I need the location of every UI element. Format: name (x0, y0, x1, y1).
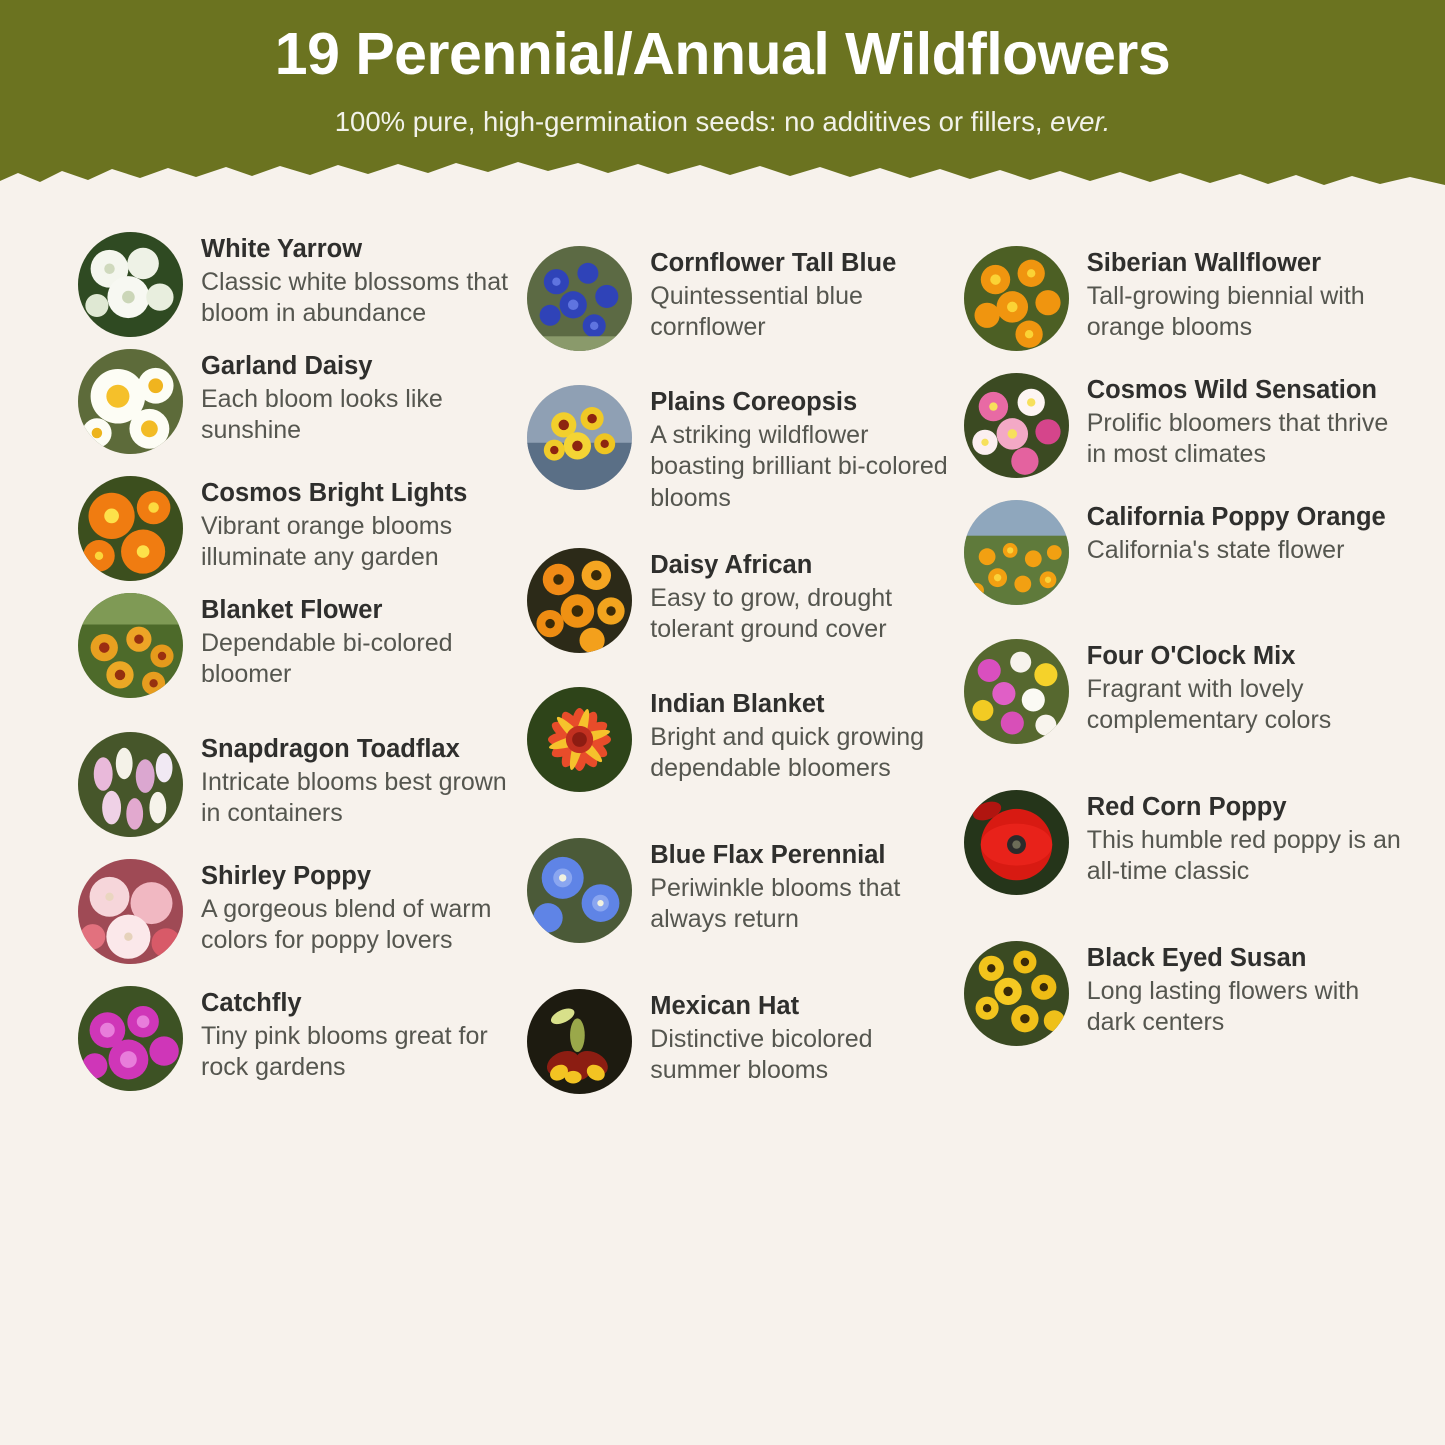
item-text (650, 838, 949, 936)
flower-name: Blue Flax Perennial (650, 840, 886, 869)
item-text (201, 349, 519, 447)
flower-name: Blanket Flower (201, 596, 383, 624)
indian-blanket-photo (527, 687, 632, 792)
catchfly-photo (78, 986, 183, 1091)
list-item (78, 986, 519, 1091)
header-banner (0, 0, 1445, 196)
column-2 (519, 232, 949, 1106)
red-corn-poppy-photo (964, 790, 1069, 895)
flower-description: Long lasting flowers with dark centers (1086, 977, 1360, 1037)
flower-description: Easy to grow, drought tolerant ground cover (650, 583, 893, 644)
flower-name: Snapdragon Toadflax (201, 735, 460, 763)
item-text (1087, 790, 1405, 888)
flower-name: Four O'Clock Mix (1086, 642, 1296, 670)
flower-name: California Poppy Orange (1086, 503, 1386, 531)
flower-description: California's state flower (1086, 536, 1345, 565)
siberian-wallflower-photo (964, 246, 1069, 351)
item-text (201, 986, 519, 1084)
garland-daisy-photo (78, 349, 183, 454)
flower-name: Daisy African (650, 550, 813, 579)
page-subtitle (0, 105, 1445, 138)
list-item (78, 732, 519, 837)
california-poppy-orange-photo (964, 500, 1069, 605)
flower-description: Tall-growing biennial with orange blooms (1086, 282, 1365, 342)
flower-description: Classic white blossoms that bloom in abundance (201, 268, 509, 328)
flower-description: Fragrant with lovely complementary colors (1086, 675, 1332, 735)
column-3 (950, 232, 1405, 1106)
flower-list (0, 196, 1445, 1106)
list-item (527, 548, 949, 653)
subtitle-emphasis: ever. (1050, 105, 1111, 137)
flower-name: Indian Blanket (650, 689, 825, 718)
list-item (964, 639, 1405, 744)
torn-paper-divider (0, 151, 1445, 196)
flower-name: Garland Daisy (201, 352, 373, 380)
item-text (201, 732, 519, 830)
list-item (527, 385, 949, 514)
flower-name: Shirley Poppy (201, 862, 372, 890)
subtitle-text: 100% pure, high-germination seeds: no additives or fillers, (334, 105, 1051, 137)
cornflower-tall-blue-photo (527, 246, 632, 351)
flower-description: Prolific bloomers that thrive in most climates (1086, 409, 1389, 469)
flower-description: Periwinkle blooms that always return (650, 873, 901, 934)
flower-name: Cosmos Bright Lights (201, 479, 468, 507)
black-eyed-susan-photo (964, 941, 1069, 1046)
item-text (1087, 639, 1405, 737)
list-item (78, 593, 519, 698)
item-text (1087, 373, 1405, 471)
white-yarrow-photo (78, 232, 183, 337)
list-item (527, 687, 949, 792)
plains-coreopsis-photo (527, 385, 632, 490)
mexican-hat-photo (527, 989, 632, 1094)
list-item (78, 476, 519, 581)
shirley-poppy-photo (78, 859, 183, 964)
list-item (78, 232, 519, 337)
flower-name: Mexican Hat (650, 991, 800, 1020)
flower-name: White Yarrow (201, 235, 363, 263)
page-title: 19 Perennial/Annual Wildflowers (274, 21, 1171, 87)
flower-description: Tiny pink blooms great for rock gardens (201, 1022, 488, 1082)
item-text (650, 687, 949, 785)
list-item (964, 790, 1405, 895)
list-item (527, 838, 949, 943)
item-text (650, 246, 949, 344)
list-item (527, 989, 949, 1094)
item-text (201, 232, 519, 330)
blue-flax-perennial-photo (527, 838, 632, 943)
cosmos-bright-lights-photo (78, 476, 183, 581)
list-item (78, 349, 519, 454)
flower-description: Each bloom looks like sunshine (201, 385, 443, 445)
flower-name: Red Corn Poppy (1086, 793, 1287, 821)
column-1 (40, 232, 519, 1106)
item-text (650, 548, 949, 646)
item-text (201, 476, 519, 574)
flower-name: Cosmos Wild Sensation (1086, 376, 1377, 404)
blanket-flower-photo (78, 593, 183, 698)
item-text (201, 859, 519, 957)
list-item (964, 500, 1405, 605)
flower-name: Catchfly (201, 989, 302, 1017)
item-text (650, 989, 949, 1087)
flower-description: Bright and quick growing dependable bloomers (650, 722, 925, 783)
flower-name: Black Eyed Susan (1086, 944, 1307, 972)
item-text (1087, 500, 1386, 566)
flower-name: Cornflower Tall Blue (650, 249, 897, 277)
item-text (1087, 941, 1405, 1039)
flower-description: Quintessential blue cornflower (650, 282, 863, 342)
snapdragon-toadflax-photo (78, 732, 183, 837)
item-text (201, 593, 519, 691)
flower-description: Intricate blooms best grown in containers (201, 768, 507, 828)
flower-description: A striking wildflower boasting brilliant bi-colored blooms (650, 421, 948, 512)
flower-description: Vibrant orange blooms illuminate any garden (201, 512, 453, 572)
flower-name: Plains Coreopsis (650, 388, 858, 416)
flower-description: A gorgeous blend of warm colors for poppy lovers (201, 895, 492, 955)
item-text (650, 385, 949, 514)
list-item (964, 246, 1405, 351)
list-item (964, 941, 1405, 1046)
item-text (1087, 246, 1405, 344)
list-item (527, 246, 949, 351)
list-item (78, 859, 519, 964)
flower-name: Siberian Wallflower (1086, 249, 1322, 277)
four-oclock-mix-photo (964, 639, 1069, 744)
cosmos-wild-sensation-photo (964, 373, 1069, 478)
daisy-african-photo (527, 548, 632, 653)
list-item (964, 373, 1405, 478)
flower-description: Distinctive bicolored summer blooms (650, 1024, 873, 1085)
flower-description: Dependable bi-colored bloomer (201, 629, 453, 689)
flower-description: This humble red poppy is an all-time classic (1086, 826, 1401, 886)
